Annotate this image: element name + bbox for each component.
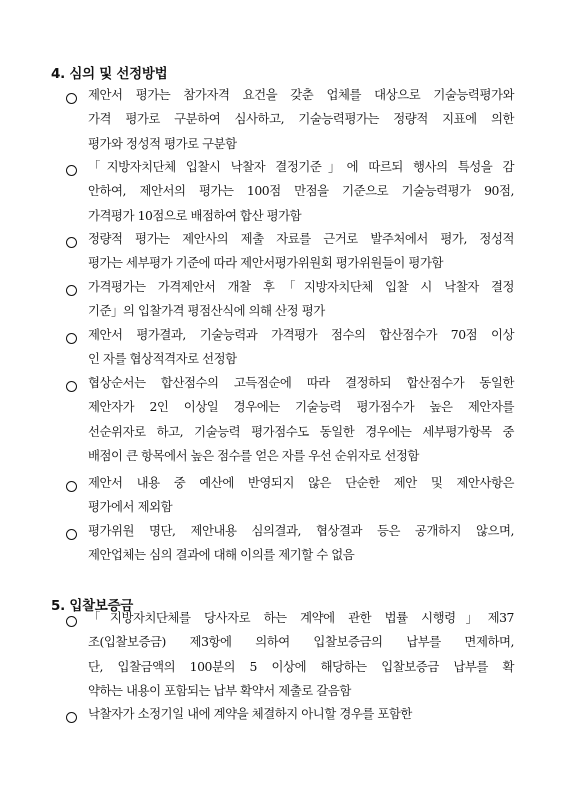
list-item-line: 제안서 평가는 참가자격 요건을 갖춘 업체를 대상으로 기술능력평가와 (88, 87, 514, 102)
section4-heading: 4. 심의 및 선정방법 (51, 66, 168, 82)
list-item-line: 제안서 내용 중 예산에 반영되지 않은 단순한 제안 및 제안사항은 (88, 475, 514, 490)
list-item-line: 선순위자로 하고, 기술능력 평가점수도 동일한 경우에는 세부평가항목 중 (88, 423, 514, 439)
list-item-line: 인 자를 협상적격자로 선정함 (88, 351, 237, 367)
list-item-line: 제안서 평가결과, 기술능력과 가격평가 점수의 합산점수가 70점 이상 (88, 327, 514, 342)
circle-bullet-icon (66, 616, 77, 627)
list-item-line: 평가에서 제외함 (88, 499, 173, 515)
circle-bullet-icon (66, 237, 77, 248)
list-item-line: 기준」의 입찰가격 평점산식에 의해 산정 평가 (88, 303, 325, 319)
list-item-line: 협상순서는 합산점수의 고득점순에 따라 결정하되 합산점수가 동일한 (88, 375, 514, 390)
list-item-line: 단, 입찰금액의 100분의 5 이상에 해당하는 입찰보증금 납부를 확 (88, 658, 514, 674)
list-item-line: 평가위원 명단, 제안내용 심의결과, 협상결과 등은 공개하지 않으며, (88, 523, 514, 538)
list-item-line: 약하는 내용이 포함되는 납부 확약서 제출로 갈음함 (88, 682, 351, 698)
section5-heading: 5. 입찰보증금 (51, 598, 134, 614)
circle-bullet-icon (66, 481, 77, 492)
list-item-line: 「지방자치단체 입찰시 낙찰자 결정기준」에 따르되 행사의 특성을 감 (88, 159, 514, 174)
circle-bullet-icon (66, 285, 77, 296)
circle-bullet-icon (66, 712, 77, 723)
list-item-line: 평가와 정성적 평가로 구분함 (88, 135, 237, 151)
circle-bullet-icon (66, 333, 77, 344)
circle-bullet-icon (66, 529, 77, 540)
list-item-line: 가격 평가로 구분하여 심사하고, 기술능력평가는 정량적 지표에 의한 (88, 111, 514, 127)
list-item-line: 가격평가는 가격제안서 개찰 후「지방자치단체 입찰 시 낙찰자 결정 (88, 279, 514, 294)
list-item-line: 제안업체는 심의 결과에 대해 이의를 제기할 수 없음 (88, 547, 355, 563)
list-item-line: 배점이 큰 항목에서 높은 점수를 얻은 자를 우선 순위자로 선정함 (88, 447, 419, 463)
circle-bullet-icon (66, 381, 77, 392)
list-item-line: 낙찰자가 소정기일 내에 계약을 체결하지 아니할 경우를 포함한 (88, 706, 412, 721)
list-item-line: 가격평가 10점으로 배점하여 합산 평가함 (88, 207, 302, 223)
circle-bullet-icon (66, 93, 77, 104)
list-item-line: 「지방자치단체를 당사자로 하는 계약에 관한 법률 시행령」제37 (88, 610, 514, 625)
list-item-line: 제안자가 2인 이상일 경우에는 기술능력 평가점수가 높은 제안자를 (88, 399, 514, 415)
list-item-line: 안하여, 제안서의 평가는 100점 만점을 기준으로 기술능력평가 90점, (88, 183, 514, 199)
list-item-line: 평가는 세부평가 기준에 따라 제안서평가위원회 평가위원들이 평가함 (88, 255, 443, 271)
list-item-line: 정량적 평가는 제안사의 제출 자료를 근거로 발주처에서 평가, 정성적 (88, 231, 514, 246)
list-item-line: 조(입찰보증금) 제3항에 의하여 입찰보증금의 납부를 면제하며, (88, 634, 514, 650)
circle-bullet-icon (66, 165, 77, 176)
